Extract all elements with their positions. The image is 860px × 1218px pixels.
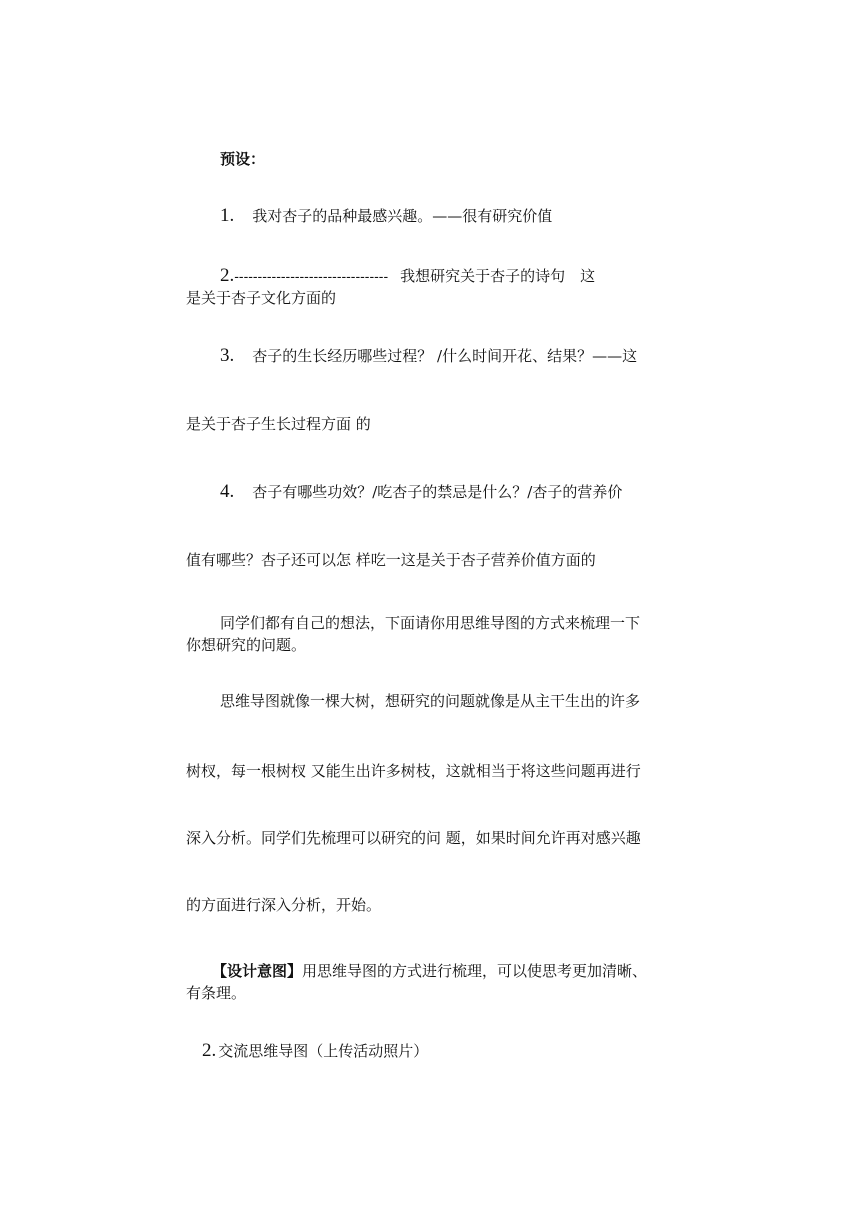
- paragraph-1-line-2: 你想研究的问题。: [186, 636, 307, 654]
- item-text: 我对杏子的品种最感兴趣。——很有研究价值: [252, 207, 553, 225]
- design-intent-line-2: 有条理。: [186, 984, 247, 1002]
- list-item-3-continuation: 是关于杏子生长过程方面 的: [186, 415, 371, 433]
- list-item-2: [220, 265, 720, 287]
- design-intent-text: 用思维导图的方式进行梳理，可以使思考更加清晰、: [302, 962, 648, 980]
- paragraph-2-line-2: 树杈，每一根树杈 又能生出许多树枝，这就相当于将这些问题再进行: [186, 762, 641, 780]
- item-text: 杏子有哪些功效？/吃杏子的禁忌是什么？/杏子的营养价: [252, 483, 623, 501]
- list-item-4-continuation: 值有哪些？杏子还可以怎 样吃一这是关于杏子营养价值方面的: [186, 551, 596, 569]
- item-number: 4.: [220, 481, 235, 502]
- heading-preset: 预设：: [220, 150, 266, 168]
- dash-separator: ---------------------------------: [234, 268, 389, 284]
- section-title: 交流思维导图（上传活动照片）: [218, 1042, 429, 1060]
- paragraph-2-line-1: 思维导图就像一棵大树，想研究的问题就像是从主干生出的许多: [220, 692, 641, 710]
- list-item-3: [220, 345, 720, 367]
- item-number: 2.: [220, 265, 235, 286]
- item-number: 3.: [220, 345, 235, 366]
- item-text: 杏子的生长经历哪些过程？ /什么时间开花、结果？——这: [252, 347, 638, 365]
- section-number: 2.: [202, 1040, 217, 1061]
- list-item-2-continuation: 是关于杏子文化方面的: [186, 289, 337, 307]
- paragraph-2-line-3: 深入分析。同学们先梳理可以研究的问 题，如果时间允许再对感兴趣: [186, 829, 641, 847]
- item-number: 1.: [220, 205, 235, 226]
- item-text: 我想研究关于杏子的诗句 这: [400, 267, 596, 285]
- paragraph-1-line-1: 同学们都有自己的想法，下面请你用思维导图的方式来梳理一下: [220, 614, 641, 632]
- design-intent-label: 【设计意图】: [212, 962, 303, 980]
- list-item-4: [220, 481, 720, 503]
- paragraph-2-line-4: 的方面进行深入分析，开始。: [186, 896, 382, 914]
- list-item-1: [220, 205, 720, 227]
- section-heading: [202, 1040, 702, 1062]
- design-intent-line-1: [212, 960, 712, 982]
